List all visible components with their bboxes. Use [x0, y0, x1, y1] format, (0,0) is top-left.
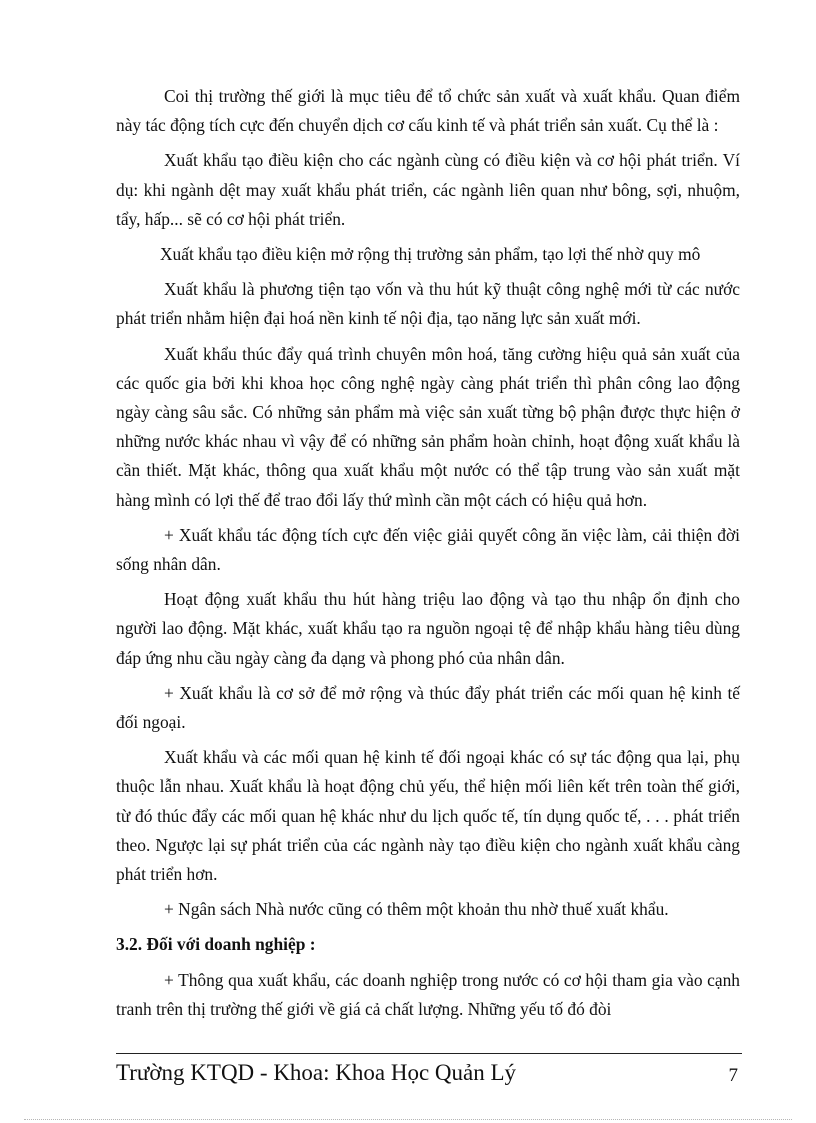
paragraph: + Xuất khẩu là cơ sở để mở rộng và thúc đẩy phát triển các mối quan hệ kinh tế đối ngoại.	[116, 682, 740, 733]
section-heading: 3.2. Đối với doanh nghiệp :	[116, 934, 316, 955]
paragraph: + Thông qua xuất khẩu, các doanh nghiệp trong nước có cơ hội tham gia vào cạnh tranh trên thị trường thế giới về giá cả chất lượng. Những yếu tố đó đòi	[116, 969, 740, 1019]
paragraph: Hoạt động xuất khẩu thu hút hàng triệu lao động và tạo thu nhập ổn định cho người lao động. Mặt khác, xuất khẩu tạo ra nguồn ngoại tệ để nhập khẩu hàng tiêu dùng đáp ứng nhu cầu ngày càng đa dạng và phong phó của nhân dân.	[116, 589, 740, 668]
paragraph: Coi thị trường thế giới là mục tiêu để tổ chức sản xuất và xuất khẩu. Quan điểm này tác động tích cực đến chuyển dịch cơ cấu kinh tế và phát triển sản xuất. Cụ thể là :	[116, 86, 740, 136]
page-footer	[116, 1058, 738, 1091]
paragraph: Xuất khẩu thúc đẩy quá trình chuyên môn hoá, tăng cường hiệu quả sản xuất của các quốc gia bởi khi khoa học công nghệ ngày càng phát triển thì phân công lao động ngày càng sâu sắc. Có những sản phẩm mà việc sản xuất từng bộ phận được thực hiện ở những nước khác nhau vì vậy để có những sản phẩm hoàn chỉnh, hoạt động xuất khẩu là cần thiết. Mặt khác, thông qua xuất khẩu một nước có thể tập trung vào sản xuất mặt hàng mình có lợi thế để trao đổi lấy thứ mình cần một cách có hiệu quả hơn.	[116, 343, 740, 510]
page-body	[116, 82, 740, 1030]
paragraph: Xuất khẩu và các mối quan hệ kinh tế đối ngoại khác có sự tác động qua lại, phụ thuộc lẫn nhau. Xuất khẩu là hoạt động chủ yếu, thể hiện mối liên kết trên toàn thế giới, từ đó thúc đẩy các mối quan hệ khác như du lịch quốc tế, tín dụng quốc tế, . . . phát triển theo. Ngược lại sự phát triển của các ngành này tạo điều kiện cho ngành xuất khẩu càng phát triển hơn.	[116, 747, 740, 885]
paragraph: + Ngân sách Nhà nước cũng có thêm một khoản thu nhờ thuế xuất khẩu.	[164, 899, 669, 920]
page-number: 7	[728, 1065, 738, 1086]
paragraph: Xuất khẩu là phương tiện tạo vốn và thu hút kỹ thuật công nghệ mới từ các nước phát triển nhằm hiện đại hoá nền kinh tế nội địa, tạo năng lực sản xuất mới.	[116, 279, 740, 329]
page-edge-divider	[24, 1119, 792, 1120]
footer-text: Trường KTQD - Khoa: Khoa Học Quản Lý	[116, 1060, 517, 1085]
paragraph: Xuất khẩu tạo điều kiện cho các ngành cùng có điều kiện và cơ hội phát triển. Ví dụ: khi ngành dệt may xuất khẩu phát triển, các ngành liên quan như bông, sợi, nhuộm, tẩy, hấp... sẽ có cơ hội phát triển.	[116, 150, 740, 229]
paragraph: Xuất khẩu tạo điều kiện mở rộng thị trường sản phẩm, tạo lợi thế nhờ quy mô	[160, 244, 701, 265]
footer-divider	[116, 1053, 742, 1054]
paragraph: + Xuất khẩu tác động tích cực đến việc giải quyết công ăn việc làm, cải thiện đời sống nhân dân.	[116, 524, 740, 575]
